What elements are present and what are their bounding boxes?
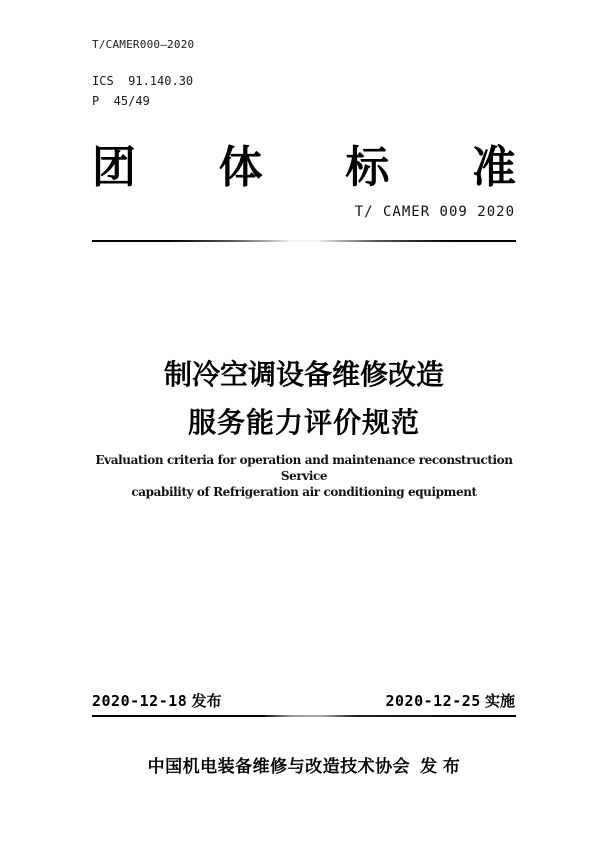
standard-type-banner [92,143,516,192]
main-title-line2: 服务能力评价规范 [187,407,420,438]
banner-char-biao: 标 [345,143,390,192]
publisher-name: 中国机电装备维修与改造技术协会 [147,757,411,776]
footer-divider-rule [92,715,516,717]
implementation-label: 实施 [484,693,515,710]
standard-number: T/ CAMER 009 2020 [354,204,515,220]
main-title-line1: 制冷空调设备维修改造 [163,359,444,390]
header-divider-rule [92,240,516,242]
banner-char-ti: 体 [218,143,263,192]
implementation-date: 2020-12-25 [385,692,481,710]
banner-char-tuan: 团 [92,143,136,192]
ics-code: ICS 91.140.30 [92,74,194,88]
english-title-line2: capability of Refrigeration air conditioning equipment [131,485,477,500]
implementation-date-line [386,690,516,711]
issue-date: 2020-12-18 [92,692,188,710]
english-title-line1: Evaluation criteria for operation and maintenance reconstruction Service [95,453,513,484]
banner-char-zhun: 准 [471,143,516,192]
classification-code: P 45/49 [92,94,150,108]
publisher-line [92,752,516,777]
document-code: T/CAMER000—2020 [92,38,195,51]
english-title [80,452,528,501]
issue-label: 发布 [191,693,222,710]
issue-date-line [92,690,222,711]
publish-label: 发 布 [420,757,461,776]
